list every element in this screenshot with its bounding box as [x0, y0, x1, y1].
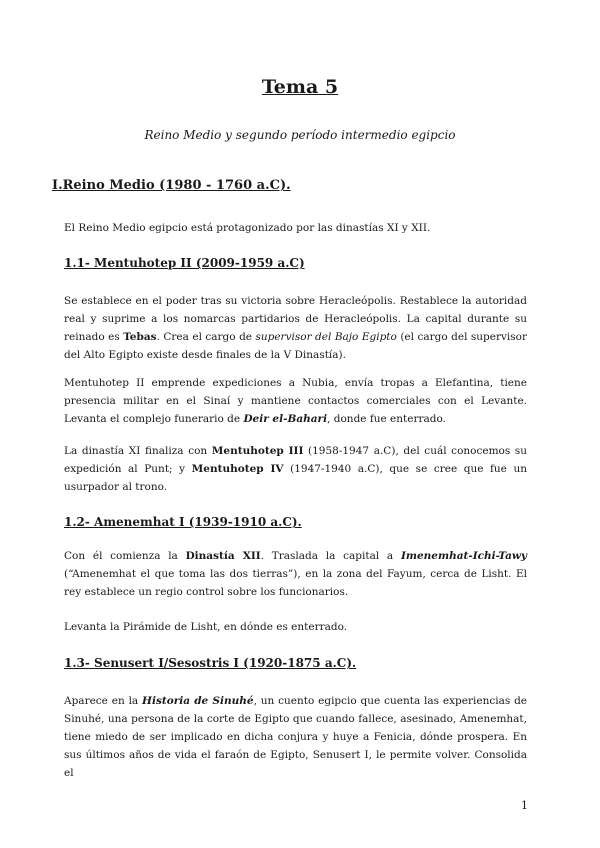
paragraph-mentuhotep-1: Se establece en el poder tras su victoria sobre Heracleópolis. Restablece la autoridad real y suprime a los nomarcas partidarios de Heracleópolis. La capital durante su reinado es Tebas. Crea el cargo de supervisor del Bajo Egipto (el cargo del supervisor del Alto Egipto existe desde finales de la V Dinastía). [64, 295, 528, 361]
paragraph-amenemhat-1: Con él comienza la Dinastía XII. Traslada la capital a Imenemhat-Ichi-Tawy (“Amenemhat el que toma las dos tierras”), en la zona del Fayum, cerca de Lisht. El rey establece un regio control sobre los funcionarios. [64, 550, 528, 598]
paragraph-intro: El Reino Medio egipcio está protagonizado por las dinastías XI y XII. [64, 222, 431, 234]
page-number: 1 [521, 799, 528, 812]
paragraph-mentuhotep-2: Mentuhotep II emprende expediciones a Nubia, envía tropas a Elefantina, tiene presencia militar en el Sinaí y mantiene contactos comerciales con el Levante. Levanta el complejo funerario de Deir el-Bahari, donde fue enterrado. [64, 377, 527, 425]
paragraph-mentuhotep-3: La dinastía XI finaliza con Mentuhotep III (1958-1947 a.C), del cuál conocemos su expedición al Punt; y Mentuhotep IV (1947-1940 a.C), que se cree que fue un usurpador al trono. [64, 445, 528, 493]
page-subtitle: Reino Medio y segundo período intermedio egipcio [144, 128, 456, 142]
subsection-heading-amenemhat-i: 1.2- Amenemhat I (1939-1910 a.C). [64, 515, 302, 529]
subsection-heading-senusert-i: 1.3- Senusert I/Sesostris I (1920-1875 a.C). [64, 656, 357, 670]
paragraph-amenemhat-2: Levanta la Pirámide de Lisht, en dónde es enterrado. [64, 621, 348, 633]
subsection-heading-mentuhotep-ii: 1.1- Mentuhotep II (2009-1959 a.C) [64, 256, 305, 270]
section-heading-reino-medio: I.Reino Medio (1980 - 1760 a.C). [52, 178, 291, 193]
page-title: Tema 5 [261, 76, 339, 98]
paragraph-senusert-1: Aparece en la Historia de Sinuhé, un cuento egipcio que cuenta las experiencias de Sinuhé, una persona de la corte de Egipto que cuando fallece, asesinado, Amenemhat, tiene miedo de ser implicado en dicha conjura y huye a Fenicia, dónde prospera. En sus últimos años de vida el faraón de Egipto, Senusert I, le permite volver. Consolida el [64, 695, 527, 779]
